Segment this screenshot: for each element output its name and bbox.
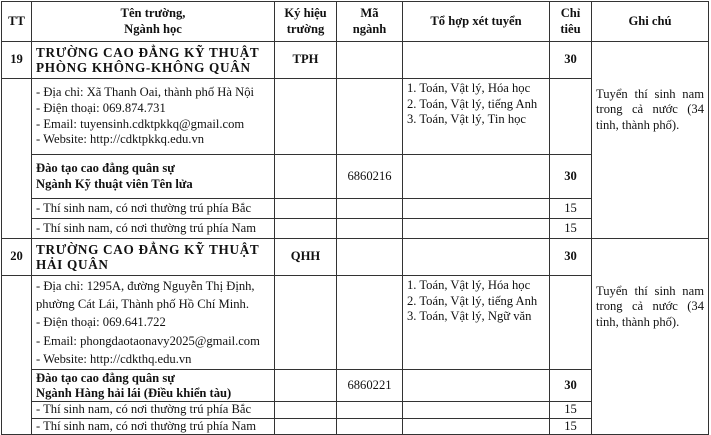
header-note: Ghi chú (592, 2, 709, 42)
school-code-empty (275, 370, 337, 402)
admissions-table (1, 1, 709, 435)
major-code-empty (337, 276, 403, 370)
combination-empty (403, 219, 550, 239)
candidate-group-quota: 15 (550, 418, 592, 435)
subject-combinations: 1. Toán, Vật lý, Hóa học 2. Toán, Vật lý, tiếng Anh 3. Toán, Vật lý, Ngữ văn (403, 276, 550, 370)
major-code-empty (337, 219, 403, 239)
phone-line: - Điện thoại: 069.641.722 (36, 315, 166, 330)
combination-empty (403, 418, 550, 435)
major-code-empty (337, 199, 403, 219)
major-code-empty (337, 402, 403, 419)
school-code-empty (275, 418, 337, 435)
tt-empty (2, 418, 32, 435)
candidate-group-label: - Thí sinh nam, có nơi thường trú phía Bắc (32, 402, 275, 419)
school-contacts (32, 79, 275, 155)
header-quota: Chỉ tiêu (550, 2, 592, 42)
contact-row (2, 276, 709, 370)
major-code-empty (337, 239, 403, 276)
tt-empty (2, 79, 32, 155)
quota-empty (550, 276, 592, 370)
quota-empty (550, 79, 592, 155)
program-name: Đào tạo cao đẳng quân sự Ngành Hàng hải lái (Điều khiển tàu) (32, 370, 275, 402)
combination-empty (403, 42, 550, 79)
tt-empty (2, 155, 32, 199)
contact-row (2, 79, 709, 155)
website-line: - Website: http://cdkthq.edu.vn (36, 351, 192, 366)
major-code: 6860216 (337, 155, 403, 199)
school-code-empty (275, 79, 337, 155)
combination-empty (403, 402, 550, 419)
admission-note: Tuyển thí sinh nam trong cả nước (34 tỉnh, thành phố). (592, 276, 709, 435)
address-line: - Địa chỉ: 1295A, đường Nguyễn Thị Định, (36, 278, 255, 293)
school-code-empty (275, 219, 337, 239)
program-name: Đào tạo cao đẳng quân sự Ngành Kỹ thuật viên Tên lửa (32, 155, 275, 199)
tt-empty (2, 199, 32, 219)
school-code: TPH (275, 42, 337, 79)
school-row (2, 239, 709, 276)
school-code-empty (275, 276, 337, 370)
major-code-empty (337, 42, 403, 79)
website-line: - Website: http://cdktpkkq.edu.vn (36, 132, 205, 147)
school-quota: 30 (550, 239, 592, 276)
combination-empty (403, 199, 550, 219)
major-code-empty (337, 418, 403, 435)
subject-combinations: 1. Toán, Vật lý, Hóa học 2. Toán, Vật lý, tiếng Anh 3. Toán, Vật lý, Tin học (403, 79, 550, 155)
candidate-group-label: - Thí sinh nam, có nơi thường trú phía Bắc (32, 199, 275, 219)
major-code-empty (337, 79, 403, 155)
address-line: - Địa chỉ: Xã Thanh Oai, thành phố Hà Nội (36, 85, 255, 100)
phone-line: - Điện thoại: 069.874.731 (36, 100, 166, 115)
school-code-empty (275, 199, 337, 219)
school-contacts (32, 276, 275, 370)
address-line-2: phường Cát Lái, Thành phố Hồ Chí Minh. (36, 297, 249, 312)
candidate-group-quota: 15 (550, 402, 592, 419)
program-quota: 30 (550, 155, 592, 199)
school-number: 19 (2, 42, 32, 79)
combination-empty (403, 370, 550, 402)
school-code-empty (275, 402, 337, 419)
school-name: TRƯỜNG CAO ĐẲNG KỸ THUẬT HẢI QUÂN (32, 239, 275, 276)
tt-empty (2, 402, 32, 419)
school-row (2, 42, 709, 79)
header-tt: TT (2, 2, 32, 42)
candidate-group-label: - Thí sinh nam, có nơi thường trú phía Nam (32, 219, 275, 239)
combination-empty (403, 239, 550, 276)
school-quota: 30 (550, 42, 592, 79)
email-line: - Email: tuyensinh.cdktpkkq@gmail.com (36, 116, 245, 131)
school-code: QHH (275, 239, 337, 276)
program-quota: 30 (550, 370, 592, 402)
header-school: Tên trường, Ngành học (32, 2, 275, 42)
tt-empty (2, 219, 32, 239)
tt-empty (2, 276, 32, 370)
school-name: TRƯỜNG CAO ĐẲNG KỸ THUẬT PHÒNG KHÔNG-KHÔNG QUÂN (32, 42, 275, 79)
admission-note: Tuyển thí sinh nam trong cả nước (34 tỉnh, thành phố). (592, 79, 709, 239)
note-empty (592, 42, 709, 79)
candidate-group-quota: 15 (550, 199, 592, 219)
email-line: - Email: phongdaotaonavy2025@gmail.com (36, 333, 260, 348)
candidate-group-quota: 15 (550, 219, 592, 239)
header-combination: Tổ hợp xét tuyển (403, 2, 550, 42)
school-code-empty (275, 155, 337, 199)
header-school-code: Ký hiệu trường (275, 2, 337, 42)
major-code: 6860221 (337, 370, 403, 402)
candidate-group-label: - Thí sinh nam, có nơi thường trú phía Nam (32, 418, 275, 435)
tt-empty (2, 370, 32, 402)
header-row (2, 2, 709, 42)
header-major-code: Mã ngành (337, 2, 403, 42)
combination-empty (403, 155, 550, 199)
school-number: 20 (2, 239, 32, 276)
note-empty (592, 239, 709, 276)
